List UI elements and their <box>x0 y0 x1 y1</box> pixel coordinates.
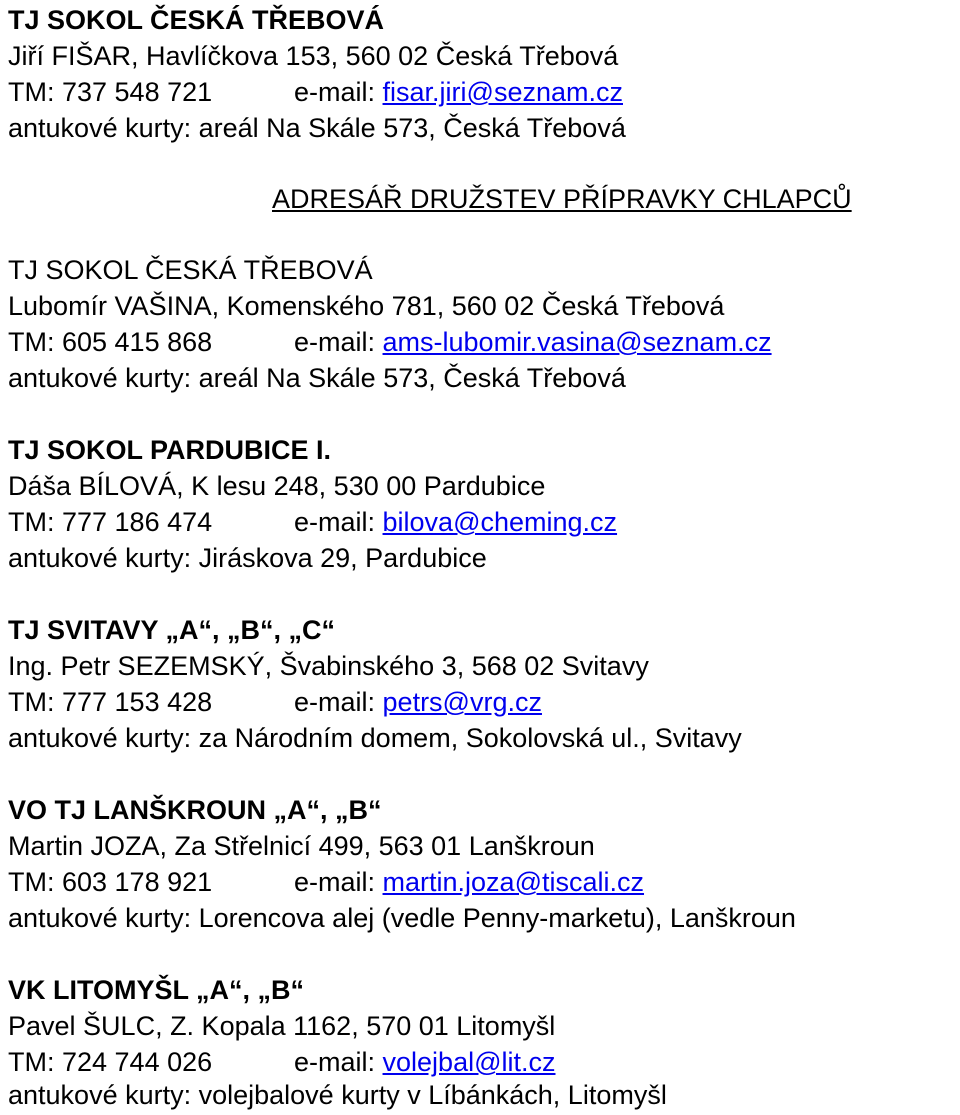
contact-line: Jiří FIŠAR, Havlíčkova 153, 560 02 Česká Třebová <box>8 41 619 71</box>
phone-email-line <box>8 76 623 108</box>
phone-email-line <box>8 1046 556 1078</box>
email-label: e-mail: <box>294 687 376 717</box>
email-link[interactable]: ams-lubomir.vasina@seznam.cz <box>382 327 772 357</box>
email-link[interactable]: petrs@vrg.cz <box>382 687 542 717</box>
phone-email-line <box>8 866 644 898</box>
courts-line: antukové kurty: volejbalové kurty v Líbánkách, Litomyšl <box>8 1080 667 1110</box>
phone-number: TM: 777 186 474 <box>8 507 213 537</box>
courts-line: antukové kurty: Lorencova alej (vedle Penny-marketu), Lanškroun <box>8 903 796 933</box>
email-label: e-mail: <box>294 77 376 107</box>
email-link[interactable]: volejbal@lit.cz <box>382 1047 556 1077</box>
email-label: e-mail: <box>294 1047 376 1077</box>
email-label: e-mail: <box>294 867 376 897</box>
courts-line: antukové kurty: Jiráskova 29, Pardubice <box>8 543 487 573</box>
team-name: TJ SOKOL ČESKÁ TŘEBOVÁ <box>8 5 385 35</box>
contact-line: Pavel ŠULC, Z. Kopala 1162, 570 01 Litomyšl <box>8 1011 556 1041</box>
phone-number: TM: 603 178 921 <box>8 867 213 897</box>
email-link[interactable]: martin.joza@tiscali.cz <box>382 867 645 897</box>
team-name: VO TJ LANŠKROUN „A“, „B“ <box>8 795 382 825</box>
phone-number: TM: 737 548 721 <box>8 77 213 107</box>
contact-line: Martin JOZA, Za Střelnicí 499, 563 01 Lanškroun <box>8 831 595 861</box>
team-name: VK LITOMYŠL „A“, „B“ <box>8 975 305 1005</box>
team-name: TJ SVITAVY „A“, „B“, „C“ <box>8 615 336 645</box>
email-link[interactable]: bilova@cheming.cz <box>382 507 618 537</box>
contact-line: Lubomír VAŠINA, Komenského 781, 560 02 Česká Třebová <box>8 291 725 321</box>
courts-line: antukové kurty: areál Na Skále 573, Česká Třebová <box>8 363 626 393</box>
phone-email-line <box>8 326 772 358</box>
courts-line: antukové kurty: za Národním domem, Sokolovská ul., Svitavy <box>8 723 742 753</box>
phone-number: TM: 777 153 428 <box>8 687 213 717</box>
phone-number: TM: 605 415 868 <box>8 327 213 357</box>
team-name: TJ SOKOL ČESKÁ TŘEBOVÁ <box>8 255 373 285</box>
team-name: TJ SOKOL PARDUBICE I. <box>8 435 332 465</box>
email-link[interactable]: fisar.jiri@seznam.cz <box>382 77 623 107</box>
page-title: ADRESÁŘ DRUŽSTEV PŘÍPRAVKY CHLAPCŮ <box>272 184 852 214</box>
contact-line: Dáša BÍLOVÁ, K lesu 248, 530 00 Pardubice <box>8 471 546 501</box>
contact-line: Ing. Petr SEZEMSKÝ, Švabinského 3, 568 02 Svitavy <box>8 651 649 681</box>
courts-line: antukové kurty: areál Na Skále 573, Česká Třebová <box>8 113 626 143</box>
phone-number: TM: 724 744 026 <box>8 1047 213 1077</box>
email-label: e-mail: <box>294 507 376 537</box>
email-label: e-mail: <box>294 327 376 357</box>
phone-email-line <box>8 506 617 538</box>
phone-email-line <box>8 686 542 718</box>
